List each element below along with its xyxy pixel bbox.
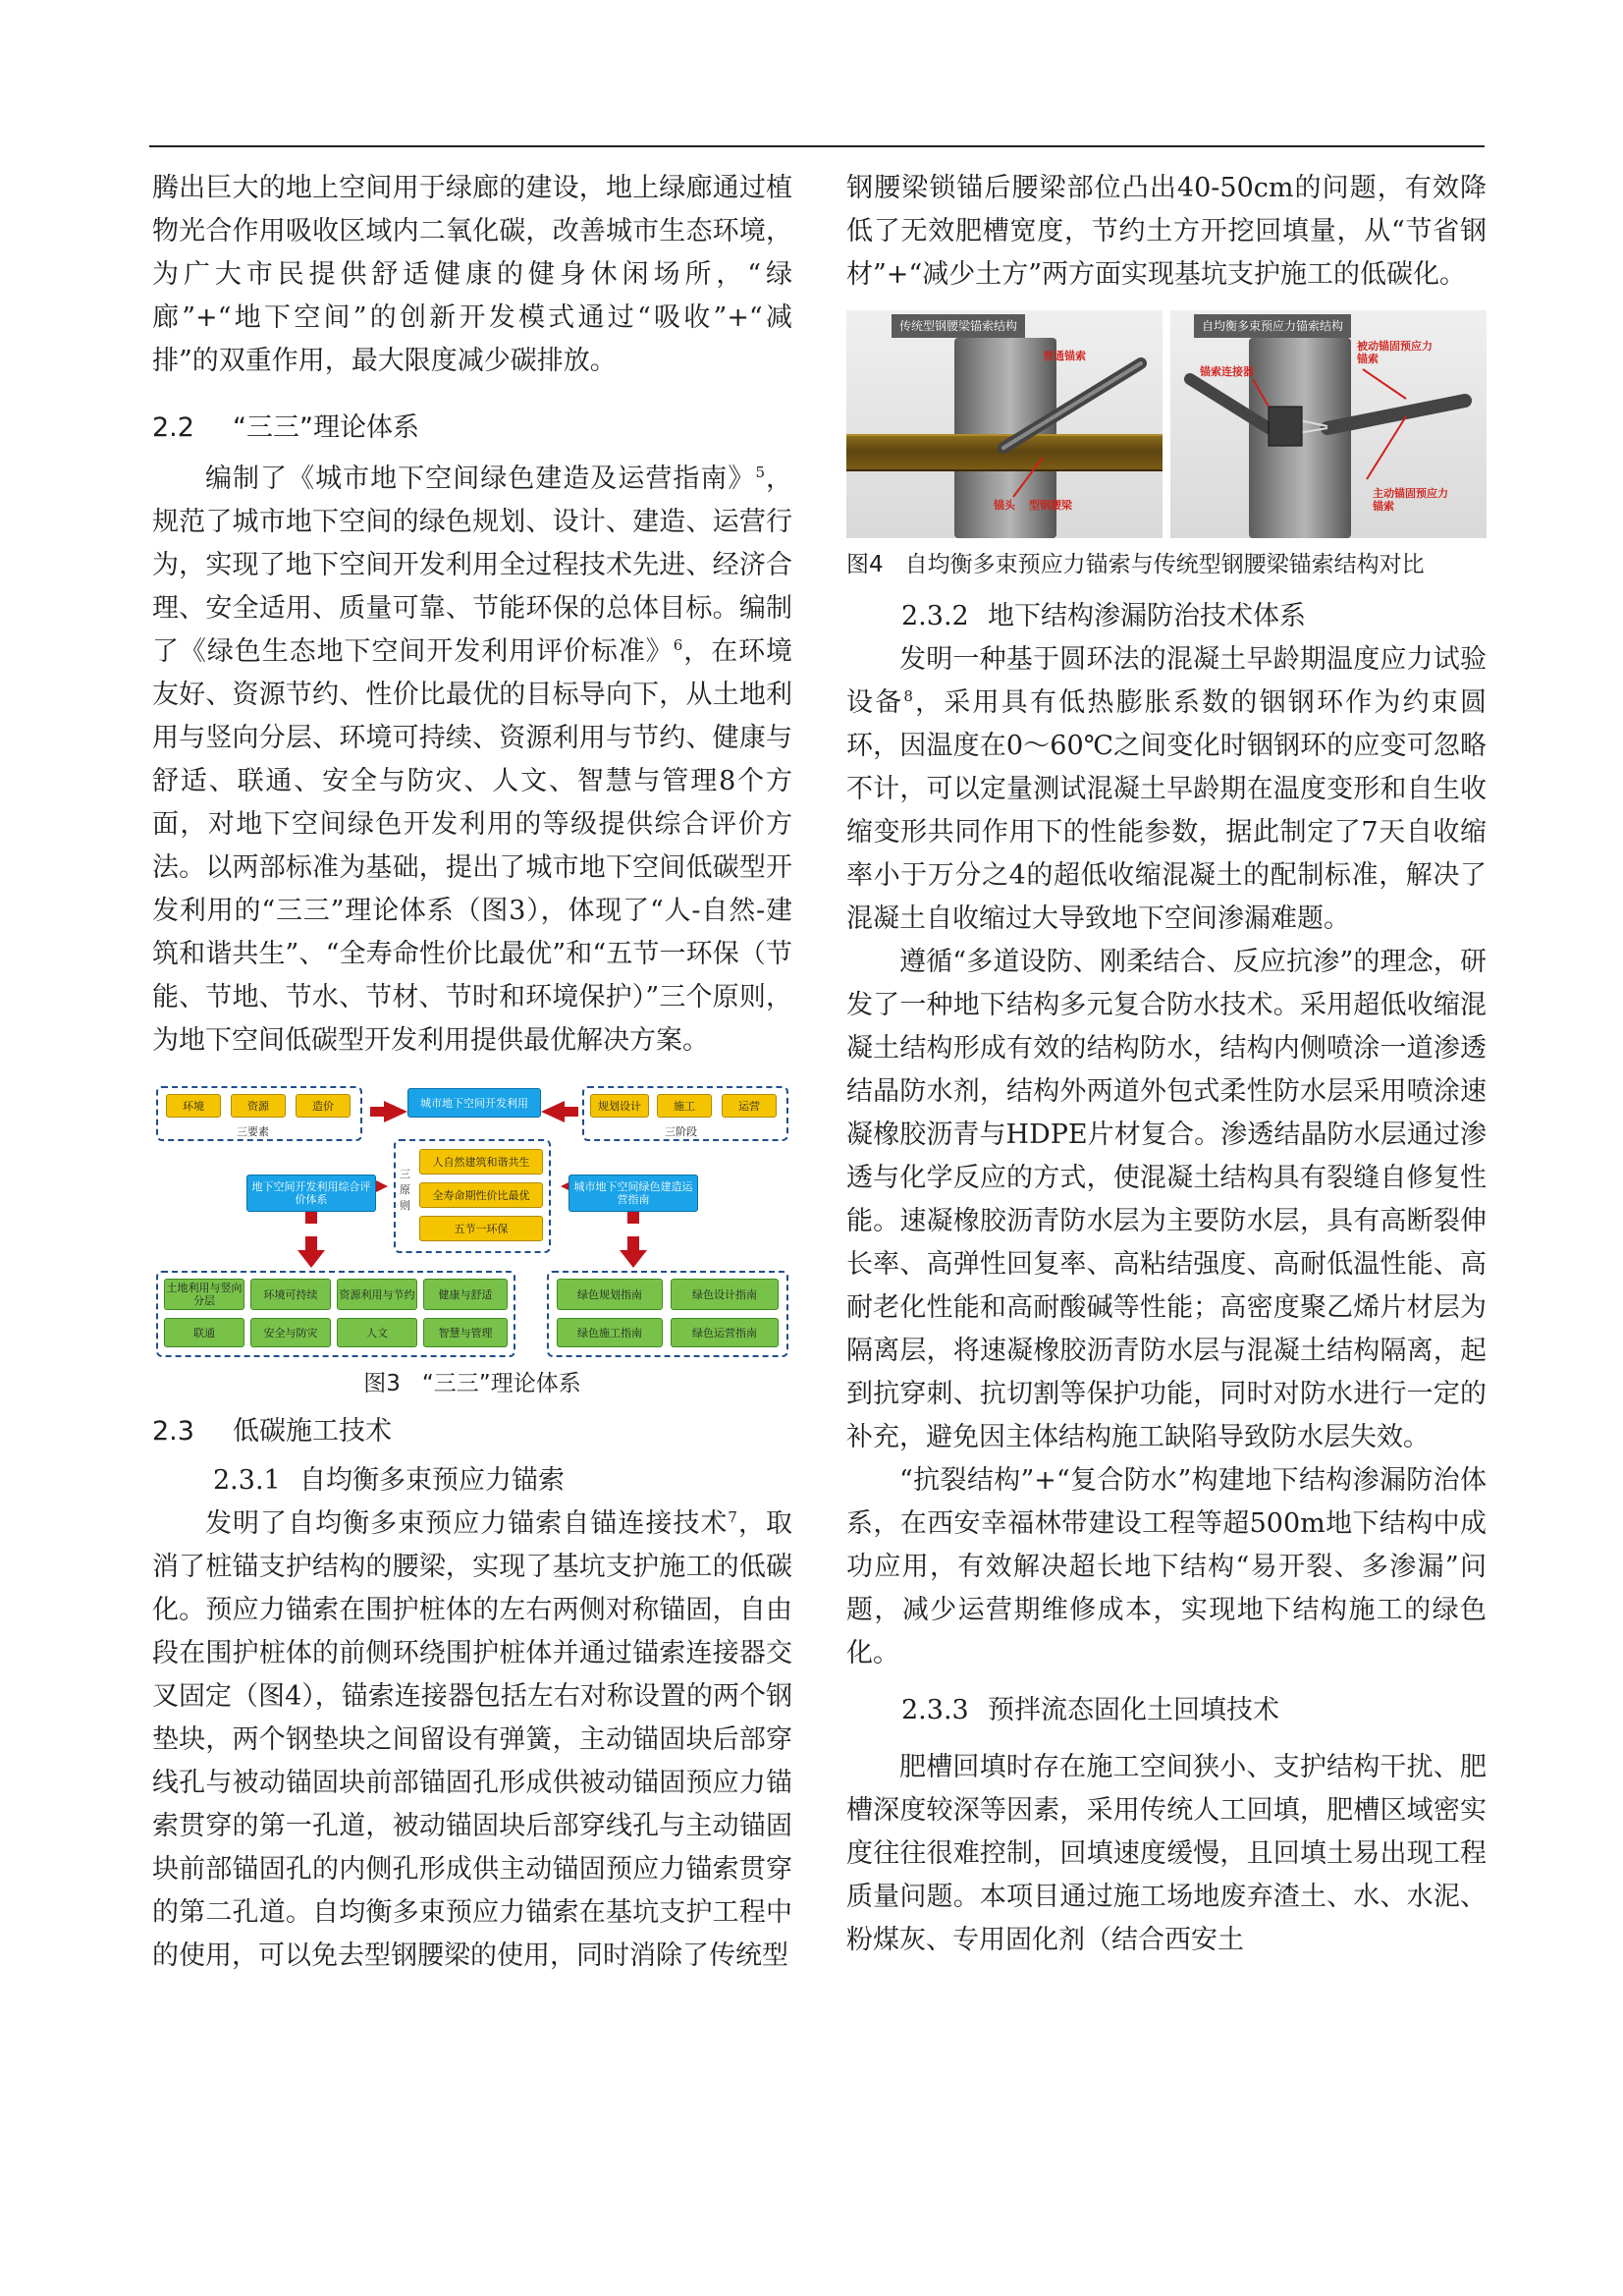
guide-part-box: 绿色规划指南 (557, 1279, 663, 1310)
caption-text: “三三”理论体系 (421, 1371, 581, 1396)
criteria-box: 健康与舒适 (423, 1279, 508, 1310)
caption-number: 图4 (846, 552, 884, 577)
paragraph-text: 发明一种基于圆环法的混凝土早龄期温度应力试验设备 (846, 644, 1487, 718)
traditional-structure-panel (846, 310, 1163, 538)
figure-4-image (846, 310, 1487, 538)
stage-box: 规划设计 (590, 1094, 649, 1118)
subsection-heading-2-3-2 (846, 595, 1487, 638)
paragraph-text: ，在环境友好、资源节约、性价比最优的目标导向下，从土地利用与竖向分层、环境可持续、资源利用与节约、健康与舒适、联通、安全与防灾、人文、智慧与管理8个方面，对地下空间绿色开发利用的等级提供综合评价方法。以两部标准为基础，提出了城市地下空间低碳型开发利用的“三三”理论体系（图3），体现了“人-自然-建筑和谐共生”、“全寿命性价比最优”和“五节一环保（节能、节地、节水、节材、节时和环境保护）”三个原则，为地下空间低碳型开发利用提供最优解决方案。 (152, 636, 793, 1056)
section-number: 2.3 (152, 1416, 194, 1447)
guide-part-box: 绿色运营指南 (671, 1318, 779, 1347)
group-label: 三要素 (237, 1125, 269, 1138)
figure-4-caption (846, 548, 1487, 581)
section-number: 2.2 (152, 412, 194, 443)
principle-box: 五节一环保 (419, 1216, 543, 1241)
paragraph-text: ，采用具有低热膨胀系数的铟钢环作为约束圆环，因温度在0～60℃之间变化时铟钢环的应变可忽略不计，可以定量测试混凝土早龄期在温度变形和自生收缩变形共同作用下的性能参数，据此制定了7天自收缩率小于万分之4的超低收缩混凝土的配制标准，解决了混凝土自收缩过大导致地下空间渗漏难题。 (846, 687, 1488, 934)
right-column (846, 167, 1487, 1962)
element-box: 资源 (231, 1094, 286, 1118)
section-title: “三三”理论体系 (233, 412, 419, 443)
arrow-up (298, 1236, 325, 1268)
element-box: 环境 (166, 1094, 221, 1118)
citation-ref: 6 (673, 636, 683, 654)
criteria-box: 人文 (337, 1318, 417, 1347)
paragraph: “抗裂结构”+“复合防水”构建地下结构渗漏防治体系，在西安幸福林带建设工程等超500m地下结构中成功应用，有效解决超长地下结构“易开裂、多渗漏”问题，减少运营期维修成本，实现地下结构施工的绿色化。 (846, 1465, 1487, 1668)
figure-3-caption (152, 1367, 792, 1400)
citation-ref: 5 (755, 464, 765, 481)
arrow-left (370, 1101, 407, 1122)
left-column (152, 167, 792, 1978)
criteria-box: 环境可持续 (250, 1279, 331, 1310)
section-heading-2-2 (152, 407, 792, 450)
header-rule (149, 145, 1485, 147)
paragraph (152, 458, 792, 1063)
criteria-box: 联通 (164, 1318, 244, 1347)
guide-part-box: 绿色施工指南 (557, 1318, 663, 1347)
label-active-anchor: 主动锚固预应力锚索 (1373, 487, 1448, 513)
subsection-number: 2.3.3 (901, 1695, 969, 1725)
paragraph (152, 1503, 792, 1978)
self-balanced-structure-panel (1170, 310, 1487, 538)
paragraph: 腾出巨大的地上空间用于绿廊的建设，地上绿廊通过植物光合作用吸收区域内二氧化碳，改善城市生态环境，为广大市民提供舒适健康的健身休闲场所，“绿廊”+“地下空间”的创新开发模式通过“吸收”+“减排”的双重作用，最大限度减少碳排放。 (152, 173, 792, 376)
guide-part-box: 绿色设计指南 (671, 1279, 779, 1310)
paragraph (846, 638, 1487, 941)
figure-3-diagram (152, 1076, 792, 1361)
stage-box: 施工 (657, 1094, 712, 1118)
subsection-heading-2-3-3 (846, 1689, 1487, 1732)
principle-box: 全寿命期性价比最优 (419, 1182, 543, 1208)
paragraph-text: ，规范了城市地下空间的绿色规划、设计、建造、运营行为，实现了地下空间开发利用全过程技术先进、经济合理、安全适用、质量可靠、节能环保的总体目标。编制了《绿色生态地下空间开发利用评价标准》 (152, 464, 793, 667)
panel-title: 自均衡多束预应力锚索结构 (1194, 314, 1351, 338)
subsection-title: 地下结构渗漏防治技术体系 (988, 601, 1306, 631)
caption-text: 自均衡多束预应力锚索与传统型钢腰梁锚索结构对比 (904, 552, 1425, 577)
element-box: 造价 (296, 1094, 351, 1118)
subsection-number: 2.3.2 (901, 601, 969, 631)
guide-box: 城市地下空间绿色建造运营指南 (568, 1175, 698, 1212)
subsection-heading-2-3-1 (152, 1459, 792, 1503)
top-center-box: 城市地下空间开发利用 (407, 1088, 541, 1118)
paragraph: 肥槽回填时存在施工空间狭小、支护结构干扰、肥槽深度较深等因素，采用传统人工回填，肥槽区域密实度往往很难控制，回填速度缓慢，且回填土易出现工程质量问题。本项目通过施工场地废弃渣土、水、水泥、粉煤灰、专用固化剂（结合西安土 (846, 1752, 1487, 1955)
panel-title: 传统型钢腰梁锚索结构 (892, 314, 1025, 338)
citation-ref: 7 (728, 1508, 737, 1526)
arrow-up (620, 1236, 647, 1268)
label-steel-beam: 型钢腰梁 (1029, 499, 1072, 512)
paragraph: 遵循“多道设防、刚柔结合、反应抗渗”的理念，研发了一种地下结构多元复合防水技术。采用超低收缩混凝土结构形成有效的结构防水，结构内侧喷涂一道渗透结晶防水剂，结构外两道外包式柔性防水层采用喷涂速凝橡胶沥青与HDPE片材复合。渗透结晶防水层通过渗透与化学反应的方式，使混凝土结构具有裂缝自修复性能。速凝橡胶沥青防水层为主要防水层，具有高断裂伸长率、高弹性回复率、高粘结强度、高耐低温性能、高耐老化性能和高耐酸碱等性能；高密度聚乙烯片材层为隔离层，将速凝橡胶沥青防水层与混凝土结构隔离，起到抗穿刺、抗切割等保护功能，同时对防水进行一定的补充，避免因主体结构施工缺陷导致防水层失效。 (846, 947, 1487, 1452)
subsection-number: 2.3.1 (213, 1465, 281, 1496)
label-passive-anchor: 被动锚固预应力锚索 (1357, 340, 1433, 365)
group-label: 三阶段 (665, 1125, 697, 1138)
subsection-title: 自均衡多束预应力锚索 (299, 1465, 565, 1496)
paragraph-text: 发明了自均衡多束预应力锚索自锚连接技术 (205, 1508, 729, 1539)
section-title: 低碳施工技术 (233, 1416, 392, 1447)
label-anchor-head: 锚头 (994, 499, 1015, 512)
subsection-title: 预拌流态固化土回填技术 (988, 1695, 1279, 1725)
caption-number: 图3 (363, 1371, 401, 1396)
paragraph-text: 编制了《城市地下空间绿色建造及运营指南》 (205, 464, 756, 494)
arrow-right (541, 1101, 578, 1122)
paragraph-text: ，取消了桩锚支护结构的腰梁，实现了基坑支护施工的低碳化。预应力锚索在围护桩体的左右两侧对称锚固，自由段在围护桩体的前侧环绕围护桩体并通过锚索连接器交叉固定（图4），锚索连接器包括左右对称设置的两个钢垫块，两个钢垫块之间留设有弹簧，主动锚固块后部穿线孔与被动锚固块前部锚固孔形成供被动锚固预应力锚索贯穿的第一孔道，被动锚固块后部穿线孔与主动锚固块前部锚固孔的内侧孔形成供主动锚固预应力锚索贯穿的第二孔道。自均衡多束预应力锚索在基坑支护工程中的使用，可以免去型钢腰梁的使用，同时消除了传统型 (152, 1508, 793, 1971)
label-normal-anchor: 普通锚索 (1043, 350, 1086, 362)
criteria-box: 安全与防灾 (250, 1318, 331, 1347)
stage-box: 运营 (722, 1094, 777, 1118)
evaluation-system-box: 地下空间开发利用综合评价体系 (246, 1175, 376, 1212)
principle-box: 人自然建筑和谐共生 (419, 1149, 543, 1175)
group-label: 三原则 (400, 1168, 410, 1212)
paragraph: 钢腰梁锁锚后腰梁部位凸出40-50cm的问题，有效降低了无效肥槽宽度，节约土方开挖回填量，从“节省钢材”+“减少土方”两方面实现基坑支护施工的低碳化。 (846, 173, 1487, 290)
criteria-box: 智慧与管理 (423, 1318, 508, 1347)
citation-ref: 8 (903, 687, 913, 705)
criteria-box: 资源利用与节约 (337, 1279, 417, 1310)
label-connector: 锚索连接器 (1200, 365, 1254, 378)
criteria-box: 土地利用与竖向分层 (164, 1279, 244, 1310)
section-heading-2-3 (152, 1410, 792, 1453)
